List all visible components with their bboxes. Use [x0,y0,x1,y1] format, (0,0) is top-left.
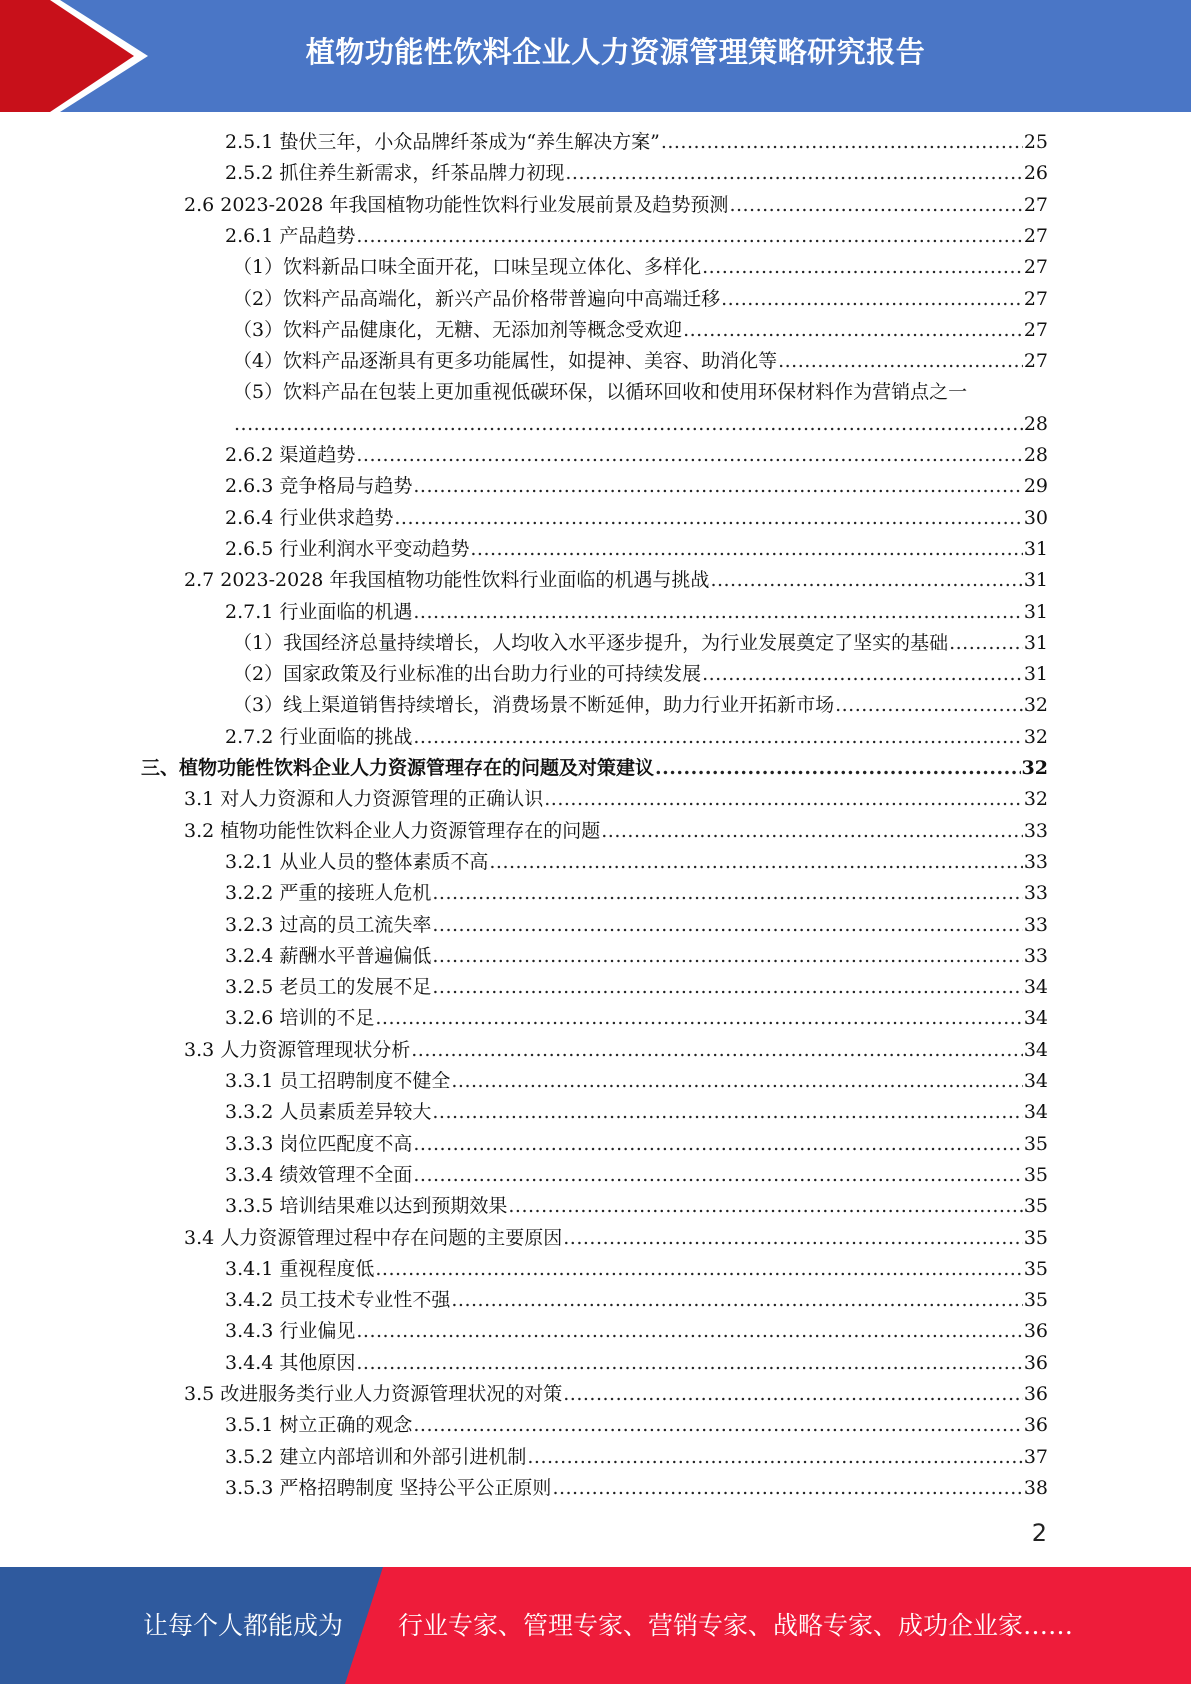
toc-dot-leader [413,1160,1022,1191]
toc-entry[interactable] [233,315,1048,346]
toc-entry-page: 34 [1023,1007,1048,1030]
toc-entry-title: 3.2 植物功能性饮料企业人力资源管理存在的问题 [184,819,601,842]
toc-entry-page: 28 [1023,444,1048,466]
toc-entry-title: 3.5.2 建立内部培训和外部引进机制 [225,1445,527,1468]
toc-entry[interactable] [184,1223,1048,1254]
toc-entry[interactable] [225,221,1048,252]
toc-entry-title: 2.6.5 行业利润水平变动趋势 [225,537,470,560]
toc-entry[interactable] [233,409,1048,440]
page-number: 2 [1031,1519,1047,1547]
toc-entry[interactable] [225,471,1048,502]
toc-entry[interactable] [233,346,1048,377]
toc-entry-title: 三、植物功能性饮料企业人力资源管理存在的问题及对策建议 [141,757,655,779]
toc-entry-title: 3.4.2 员工技术专业性不强 [225,1289,451,1312]
toc-entry[interactable] [141,753,1048,784]
toc-entry-page: 27 [1023,350,1048,373]
toc-entry-title: 2.6 2023-2028 年我国植物功能性饮料行业发展前景及趋势预测 [184,193,729,216]
toc-entry-page: 35 [1023,1226,1048,1249]
toc-dot-leader [375,1254,1022,1285]
page-header [0,0,1191,112]
toc-entry[interactable] [225,1316,1048,1347]
toc-entry[interactable] [184,565,1048,596]
toc-entry[interactable] [225,1160,1048,1191]
toc-entry[interactable] [225,722,1048,753]
toc-dot-leader [702,659,1023,690]
toc-entry-title: 3.2.3 过高的员工流失率 [225,913,432,936]
toc-dot-leader [432,941,1022,972]
page-footer [0,1567,1191,1684]
toc-entry-title: （1）饮料新品口味全面开花，口味呈现立体化、多样化 [233,256,702,279]
toc-entry-title: （5）饮料产品在包装上更加重视低碳环保，以循环回收和使用环保材料作为营销点之一 [233,381,968,404]
toc-entry[interactable] [184,784,1048,815]
toc-dot-leader [413,722,1022,753]
toc-entry-title: 2.6.4 行业供求趋势 [225,506,394,529]
toc-entry[interactable] [225,1410,1048,1441]
toc-dot-leader [356,1348,1022,1379]
toc-entry[interactable] [233,659,1048,690]
toc-entry-title: 3.3.4 绩效管理不全面 [225,1163,413,1186]
toc-entry[interactable] [225,910,1048,941]
toc-entry-page: 35 [1023,1257,1048,1280]
toc-entry-page: 35 [1023,1195,1048,1218]
toc-entry-page: 25 [1023,131,1048,153]
toc-entry-title: 3.2.4 薪酬水平普遍偏低 [225,944,432,967]
toc-entry[interactable] [225,1191,1048,1222]
toc-entry-page: 27 [1023,318,1048,341]
toc-entry-title: 2.6.3 竞争格局与趋势 [225,475,413,498]
toc-dot-leader [721,284,1023,315]
toc-entry-title: 3.3.2 人员素质差异较大 [225,1101,432,1124]
toc-entry[interactable] [225,1129,1048,1160]
toc-dot-leader [356,1316,1022,1347]
toc-dot-leader [563,1223,1023,1254]
toc-entry[interactable] [225,941,1048,972]
toc-entry[interactable] [225,1348,1048,1379]
toc-dot-leader [508,1191,1022,1222]
toc-entry[interactable] [184,816,1048,847]
report-title: 植物功能性饮料企业人力资源管理策略研究报告 [305,34,926,69]
toc-entry-title: 3.2.5 老员工的发展不足 [225,976,432,999]
toc-entry[interactable] [225,1473,1048,1504]
toc-entry-title: 3.4.4 其他原因 [225,1351,356,1374]
toc-dot-leader [394,503,1022,534]
toc-dot-leader [234,409,1023,440]
toc-dot-leader [413,1410,1022,1441]
toc-dot-leader [432,1097,1022,1128]
toc-dot-leader [413,597,1022,628]
toc-entry-title: 3.5 改进服务类行业人力资源管理状况的对策 [184,1383,563,1405]
toc-entry-title: 3.2.2 严重的接班人危机 [225,882,432,905]
toc-entry-title: 2.5.1 蛰伏三年，小众品牌纤茶成为“养生解决方案” [225,131,660,153]
toc-entry-title: 3.4.1 重视程度低 [225,1257,375,1280]
toc-entry-page: 33 [1023,850,1048,873]
toc-entry-page: 32 [1023,725,1048,748]
toc-entry-title: 2.6.2 渠道趋势 [225,444,356,466]
toc-entry[interactable] [225,1254,1048,1285]
toc-dot-leader [601,816,1023,847]
toc-entry[interactable] [225,847,1048,878]
toc-dot-leader [710,565,1022,596]
toc-dot-leader [702,252,1023,283]
toc-entry-page: 33 [1023,882,1048,905]
toc-entry[interactable] [233,690,1048,721]
toc-dot-leader [778,346,1023,377]
toc-entry-title: 3.2.1 从业人员的整体素质不高 [225,850,489,873]
toc-entry[interactable] [184,190,1048,221]
toc-entry-title: 3.3 人力资源管理现状分析 [184,1038,411,1061]
toc-entry-title: （2）饮料产品高端化，新兴产品价格带普遍向中高端迁移 [233,287,721,310]
toc-entry-page: 27 [1023,193,1048,216]
toc-entry-title: 2.7.2 行业面临的挑战 [225,725,413,748]
toc-entry-title: 2.6.1 产品趋势 [225,224,356,247]
toc-entry[interactable] [184,1379,1048,1410]
toc-entry-title: 3.4.3 行业偏见 [225,1320,356,1343]
toc-dot-leader [413,1129,1022,1160]
toc-entry-page: 35 [1023,1163,1048,1186]
toc-entry-title: （4）饮料产品逐渐具有更多功能属性，如提神、美容、助消化等 [233,350,778,373]
toc-entry-page: 28 [1023,412,1048,435]
toc-entry-title: 3.5.3 严格招聘制度 坚持公平公正原则 [225,1476,552,1499]
toc-entry[interactable] [225,158,1048,189]
toc-entry-page: 31 [1023,537,1048,560]
toc-entry[interactable] [233,284,1048,315]
toc-entry-title: 3.3.3 岗位匹配度不高 [225,1132,413,1155]
toc-dot-leader [432,910,1022,941]
toc-entry[interactable] [225,1066,1048,1097]
toc-entry-page: 34 [1023,1101,1048,1124]
toc-entry-page: 27 [1023,287,1048,310]
toc-entry[interactable] [225,1097,1048,1128]
toc-entry[interactable] [233,377,1048,408]
toc-entry-page: 27 [1023,256,1048,279]
toc-entry-page: 37 [1023,1445,1048,1468]
toc-entry-page: 30 [1023,506,1048,529]
toc-entry-page: 38 [1023,1476,1048,1499]
toc-dot-leader [489,847,1022,878]
toc-entry[interactable] [233,252,1048,283]
toc-entry[interactable] [225,972,1048,1003]
toc-entry-page: 33 [1023,913,1048,936]
toc-dot-leader [356,221,1022,252]
toc-dot-leader [729,190,1022,221]
toc-dot-leader [356,440,1022,471]
toc-entry-title: （3）线上渠道销售持续增长，消费场景不断延伸，助力行业开拓新市场 [233,694,835,717]
toc-dot-leader [527,1442,1022,1473]
toc-entry[interactable] [184,1035,1048,1066]
toc-entry-title: 3.4 人力资源管理过程中存在问题的主要原因 [184,1226,563,1249]
toc-entry-page: 34 [1023,1070,1048,1092]
toc-dot-leader [683,315,1023,346]
toc-entry[interactable] [233,628,1048,659]
toc-entry[interactable] [225,1442,1048,1473]
toc-entry-title: 3.3.5 培训结果难以达到预期效果 [225,1195,508,1218]
toc-entry[interactable] [225,878,1048,909]
toc-dot-leader [451,1066,1022,1097]
toc-dot-leader [413,471,1022,502]
toc-entry-page: 36 [1023,1383,1048,1405]
toc-entry-page: 26 [1023,162,1048,185]
toc-entry-page: 36 [1023,1414,1048,1437]
toc-entry-page: 34 [1023,976,1048,999]
toc-entry[interactable] [225,1003,1048,1034]
toc-dot-leader [655,753,1021,784]
toc-dot-leader [949,628,1023,659]
toc-entry-page: 32 [1021,757,1048,779]
footer-slogan-right: 行业专家、管理专家、营销专家、战略专家、成功企业家…… [398,1611,1074,1640]
toc-dot-leader [375,1003,1022,1034]
toc-entry-title: 3.5.1 树立正确的观念 [225,1414,413,1437]
toc-entry[interactable] [225,503,1048,534]
toc-entry-page: 34 [1023,1038,1048,1061]
toc-entry-title: 3.1 对人力资源和人力资源管理的正确认识 [184,788,544,811]
toc-dot-leader [544,784,1023,815]
toc-entry-page: 33 [1023,819,1048,842]
toc-entry-title: 3.3.1 员工招聘制度不健全 [225,1070,451,1092]
toc-dot-leader [451,1285,1022,1316]
toc-dot-leader [470,534,1022,565]
toc-entry-title: 2.7 2023-2028 年我国植物功能性饮料行业面临的机遇与挑战 [184,569,710,592]
toc-entry-page: 36 [1023,1351,1048,1374]
toc-entry-page: 31 [1023,663,1048,686]
toc-entry-title: （2）国家政策及行业标准的出台助力行业的可持续发展 [233,663,702,686]
toc-dot-leader [563,1379,1023,1410]
toc-entry[interactable] [225,534,1048,565]
toc-dot-leader [432,878,1022,909]
toc-dot-leader [565,158,1022,189]
footer-slogan-left: 让每个人都能成为 [143,1611,344,1640]
toc-entry-page: 27 [1023,224,1048,247]
toc-dot-leader [552,1473,1022,1504]
toc-entry-page: 35 [1023,1289,1048,1312]
toc-entry-title: 3.2.6 培训的不足 [225,1007,375,1030]
toc-dot-leader [411,1035,1023,1066]
toc-entry-title: 2.5.2 抓住养生新需求，纤茶品牌力初现 [225,162,565,185]
toc-entry-page: 29 [1023,475,1048,498]
toc-entry[interactable] [225,440,1048,471]
toc-entry-page: 33 [1023,944,1048,967]
toc-entry-page: 32 [1023,788,1048,811]
toc-dot-leader [432,972,1022,1003]
toc-entry-page: 31 [1023,569,1048,592]
toc-entry-page: 36 [1023,1320,1048,1343]
toc-entry-page: 32 [1023,694,1048,717]
toc-entry-page: 35 [1023,1132,1048,1155]
toc-dot-leader [661,127,1023,158]
toc-entry[interactable] [225,127,1048,158]
toc-entry-title: 2.7.1 行业面临的机遇 [225,600,413,623]
toc-entry[interactable] [225,597,1048,628]
toc-entry-page: 31 [1023,631,1048,654]
toc-entry-page: 31 [1023,600,1048,623]
toc-entry-title: （1）我国经济总量持续增长，人均收入水平逐步提升，为行业发展奠定了坚实的基础 [233,631,949,654]
toc-entry[interactable] [225,1285,1048,1316]
toc-dot-leader [835,690,1023,721]
toc-entry-title: （3）饮料产品健康化，无糖、无添加剂等概念受欢迎 [233,318,683,341]
